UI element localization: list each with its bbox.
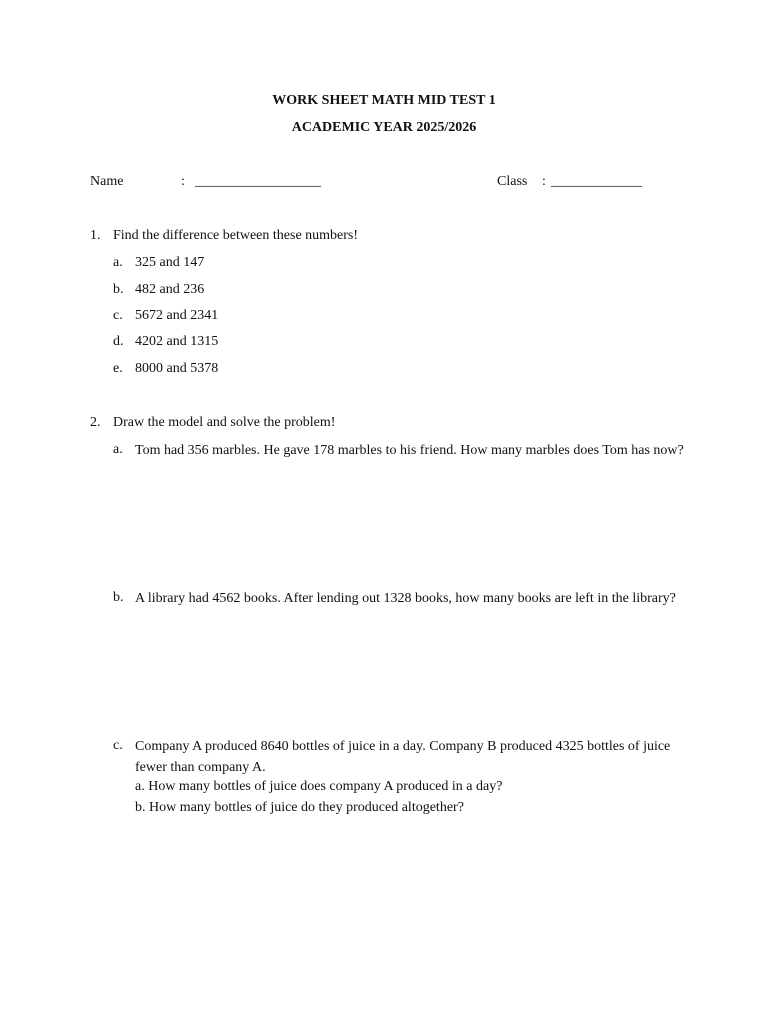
item-letter: a. bbox=[113, 442, 123, 457]
class-label: Class bbox=[497, 174, 528, 189]
item-letter: c. bbox=[113, 738, 123, 753]
item-letter: b. bbox=[113, 282, 124, 297]
item-letter: d. bbox=[113, 334, 124, 349]
question-prompt: Draw the model and solve the problem! bbox=[113, 415, 336, 430]
question-number: 1. bbox=[90, 228, 101, 243]
item-letter: c. bbox=[113, 308, 123, 323]
list-item: 5672 and 2341 bbox=[135, 308, 219, 323]
list-item: 4202 and 1315 bbox=[135, 334, 219, 349]
sub-question: b. How many bottles of juice do they produced altogether? bbox=[135, 800, 464, 815]
name-label: Name bbox=[90, 174, 124, 189]
question-number: 2. bbox=[90, 415, 101, 430]
item-letter: e. bbox=[113, 361, 123, 376]
sub-question: a. How many bottles of juice does company A produced in a day? bbox=[135, 779, 503, 794]
item-letter: b. bbox=[113, 590, 124, 605]
list-item: 8000 and 5378 bbox=[135, 361, 219, 376]
problem-text: Company A produced 8640 bottles of juice in a day. Company B produced 4325 bottles of juice fewer than company A. bbox=[135, 739, 671, 775]
class-colon: : bbox=[542, 174, 546, 189]
problem-text: A library had 4562 books. After lending out 1328 books, how many books are left in the library? bbox=[135, 591, 676, 606]
list-item: 325 and 147 bbox=[135, 255, 205, 270]
name-blank: __________________ bbox=[195, 174, 321, 189]
question-prompt: Find the difference between these numbers! bbox=[113, 228, 359, 243]
class-blank: _____________ bbox=[551, 174, 642, 189]
name-colon: : bbox=[181, 174, 185, 189]
list-item: 482 and 236 bbox=[135, 282, 205, 297]
academic-year-title: ACADEMIC YEAR 2025/2026 bbox=[291, 120, 477, 135]
worksheet-title: WORK SHEET MATH MID TEST 1 bbox=[272, 93, 496, 108]
problem-text: Tom had 356 marbles. He gave 178 marbles to his friend. How many marbles does Tom has now? bbox=[135, 443, 684, 458]
item-letter: a. bbox=[113, 255, 123, 270]
